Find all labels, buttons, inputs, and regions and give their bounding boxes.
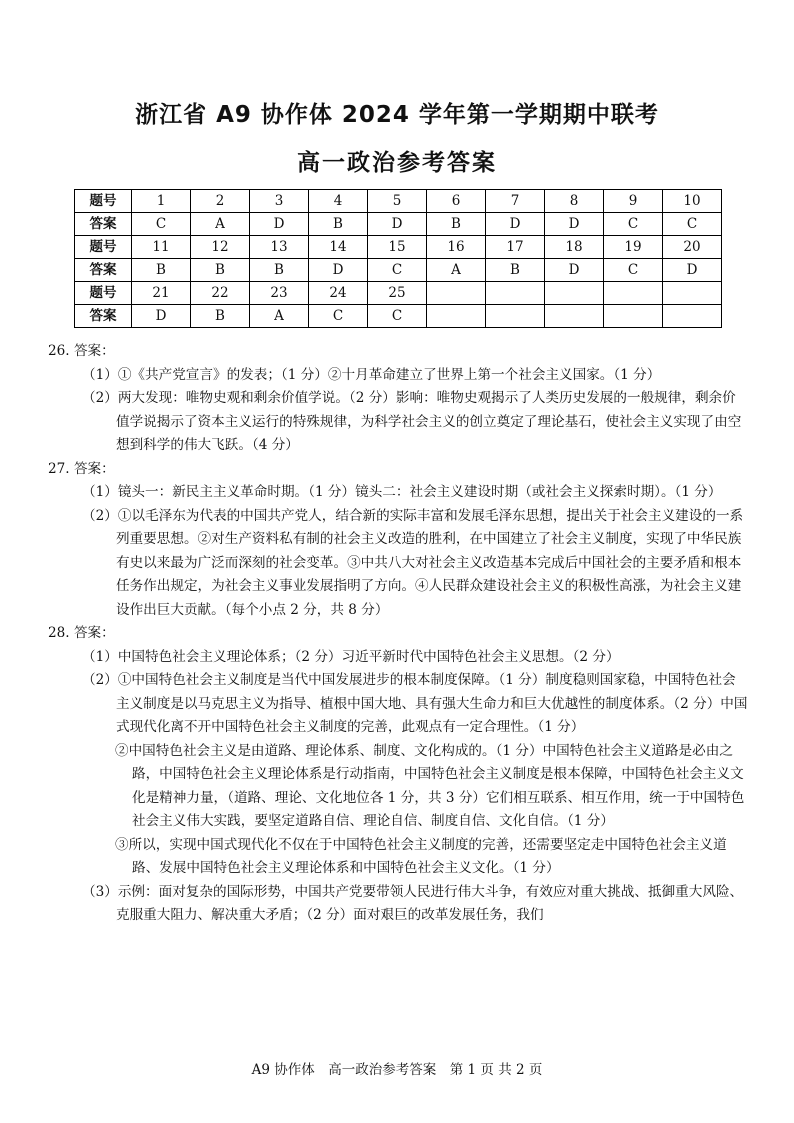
question-number-cell	[545, 282, 604, 305]
answer-cell: B	[191, 259, 250, 282]
question-number-cell: 14	[309, 236, 368, 259]
question-number-cell: 25	[368, 282, 427, 305]
question-number-cell: 21	[132, 282, 191, 305]
question-26-part-1: （1）①《共产党宣言》的发表；（1 分）②十月革命建立了世界上第一个社会主义国家。（1 分）	[82, 366, 661, 383]
question-28-part-2-c: ③所以，实现中国式现代化不仅在于中国特色社会主义制度的完善，还需要坚定走中国特色社会主义道路、发展中国特色社会主义理论体系和中国特色社会主义文化。（1 分）	[115, 836, 727, 876]
question-number-cell: 15	[368, 236, 427, 259]
question-number-cell	[663, 282, 722, 305]
answer-body	[48, 340, 748, 928]
answer-cell	[545, 305, 604, 328]
question-28-part-2-a-text: ①中国特色社会主义制度是当代中国发展进步的根本制度保障。（1 分）制度稳则国家稳，中国特色社会主义制度是以马克思主义为指导、植根中国大地、具有强大生命力和巨大优越性的制度体系。（2 分）中国式现代化离不开中国特色社会主义制度的完善，此观点有一定合理性。（1 分）	[116, 672, 748, 735]
question-number-cell: 18	[545, 236, 604, 259]
answer-cell: C	[132, 213, 191, 236]
question-number-cell: 1	[132, 190, 191, 213]
question-number-cell: 16	[427, 236, 486, 259]
question-26-part-2: （2）两大发现：唯物史观和剩余价值学说。（2 分）影响：唯物史观揭示了人类历史发展的一般规律，剩余价值学说揭示了资本主义运行的特殊规律，为科学社会主义的创立奠定了理论基石，使社会主义实现了由空想到科学的伟大飞跃。（4 分）	[82, 390, 742, 453]
page-title: 浙江省 A9 协作体 2024 学年第一学期期中联考	[135, 102, 659, 128]
question-number-cell: 8	[545, 190, 604, 213]
answer-cell	[604, 305, 663, 328]
page-subtitle: 高一政治参考答案	[297, 150, 497, 176]
answer-cell: D	[663, 259, 722, 282]
question-number-cell: 3	[250, 190, 309, 213]
answer-cell: B	[486, 259, 545, 282]
answer-header: 答案	[75, 305, 132, 328]
answer-cell: C	[604, 213, 663, 236]
question-number-cell: 9	[604, 190, 663, 213]
answer-cell: A	[250, 305, 309, 328]
question-number-cell: 7	[486, 190, 545, 213]
question-26-label: 26. 答案：	[48, 343, 115, 359]
answer-cell: B	[191, 305, 250, 328]
answer-cell: C	[368, 305, 427, 328]
answer-table-row	[75, 213, 722, 236]
answer-cell: D	[545, 213, 604, 236]
answer-cell: C	[663, 213, 722, 236]
answer-cell: A	[427, 259, 486, 282]
question-number-cell: 6	[427, 190, 486, 213]
answer-cell: D	[368, 213, 427, 236]
question-number-cell: 5	[368, 190, 427, 213]
answer-table-row	[75, 236, 722, 259]
answer-cell: D	[309, 259, 368, 282]
answer-cell	[486, 305, 545, 328]
question-number-cell	[427, 282, 486, 305]
answer-cell: C	[368, 259, 427, 282]
answer-cell	[427, 305, 486, 328]
answer-cell: D	[545, 259, 604, 282]
question-number-header: 题号	[75, 190, 132, 213]
answer-header: 答案	[75, 213, 132, 236]
answer-cell	[663, 305, 722, 328]
answer-cell: A	[191, 213, 250, 236]
question-number-cell: 19	[604, 236, 663, 259]
answer-cell: B	[309, 213, 368, 236]
question-number-cell: 20	[663, 236, 722, 259]
question-number-cell: 12	[191, 236, 250, 259]
answer-cell: D	[486, 213, 545, 236]
answer-cell: B	[250, 259, 309, 282]
answer-cell: D	[250, 213, 309, 236]
question-28-part-1: （1）中国特色社会主义理论体系；（2 分）习近平新时代中国特色社会主义思想。（2 分）	[82, 648, 620, 665]
answer-table-row	[75, 282, 722, 305]
question-number-cell: 22	[191, 282, 250, 305]
question-number-header: 题号	[75, 236, 132, 259]
answer-cell: D	[132, 305, 191, 328]
question-number-cell: 13	[250, 236, 309, 259]
answer-table-row	[75, 190, 722, 213]
answer-cell: B	[427, 213, 486, 236]
answer-header: 答案	[75, 259, 132, 282]
question-28-part-2-b: ②中国特色社会主义是由道路、理论体系、制度、文化构成的。（1 分）中国特色社会主义道路是必由之路，中国特色社会主义理论体系是行动指南，中国特色社会主义制度是根本保障，中国特色社会主义文化是精神力量，（道路、理论、文化地位各 1 分，共 3 分）它们相互联系、相互作用，统一于中国特色社会主义伟大实践，要坚定道路自信、理论自信、制度自信、文化自信。（1 分）	[115, 742, 745, 829]
question-number-header: 题号	[75, 282, 132, 305]
answer-table-row	[75, 259, 722, 282]
question-number-cell: 10	[663, 190, 722, 213]
question-number-cell: 2	[191, 190, 250, 213]
question-number-cell	[486, 282, 545, 305]
answer-table-row	[75, 305, 722, 328]
question-28-part-2-a	[48, 669, 748, 740]
question-number-cell: 24	[309, 282, 368, 305]
question-28-part-2-lead: （2）	[82, 672, 118, 688]
question-27-part-2: （2）①以毛泽东为代表的中国共产党人，结合新的实际丰富和发展毛泽东思想，提出关于社会主义建设的一系列重要思想。②对生产资料私有制的社会主义改造的胜利，在中国建立了社会主义制度，实现了中华民族有史以来最为广泛而深刻的社会变革。③中共八大对社会主义改造基本完成后中国社会的主要矛盾和根本任务作出规定，为社会主义事业发展指明了方向。④人民群众建设社会主义的积极性高涨，为社会主义建设作出巨大贡献。（每个小点 2 分，共 8 分）	[82, 507, 744, 618]
answer-cell: C	[604, 259, 663, 282]
question-27-label: 27. 答案：	[48, 460, 115, 477]
question-number-cell: 17	[486, 236, 545, 259]
question-27-part-1: （1）镜头一：新民主主义革命时期。（1 分）镜头二：社会主义建设时期（或社会主义探索时期）。（1 分）	[82, 484, 722, 500]
question-28-part-3: （3）示例：面对复杂的国际形势，中国共产党要带领人民进行伟大斗争，有效应对重大挑战、抵御重大风险、克服重大阻力、解决重大矛盾；（2 分）面对艰巨的改革发展任务，我们	[82, 883, 744, 923]
question-number-cell: 11	[132, 236, 191, 259]
page-footer: A9 协作体 高一政治参考答案 第 1 页 共 2 页	[251, 1062, 543, 1078]
answer-table	[74, 189, 722, 328]
question-number-cell	[604, 282, 663, 305]
question-number-cell: 4	[309, 190, 368, 213]
question-number-cell: 23	[250, 282, 309, 305]
answer-cell: B	[132, 259, 191, 282]
question-28-label: 28. 答案：	[48, 625, 115, 641]
answer-cell: C	[309, 305, 368, 328]
